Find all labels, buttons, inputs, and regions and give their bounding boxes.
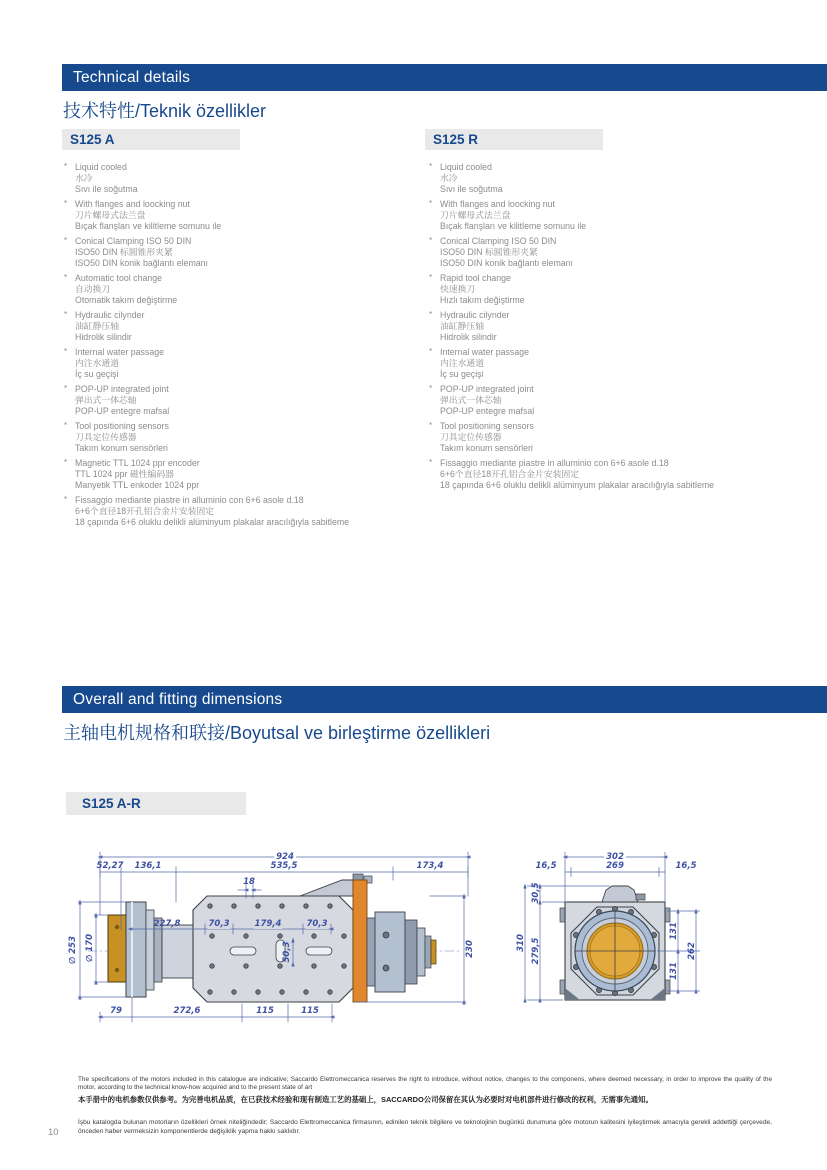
dim-dia-253: ∅ 253 — [68, 936, 78, 964]
dim-279-5: 279,5 — [531, 937, 541, 965]
feature-tr: ISO50 DIN konik bağlantı elemanı — [75, 258, 209, 268]
spindle-nose — [108, 915, 126, 982]
feature-en: Tool positioning sensors — [440, 421, 534, 431]
feature-item — [62, 421, 418, 454]
feature-tr: Manyetik TTL enkoder 1024 ppr — [75, 480, 200, 490]
bullet-icon: * — [64, 236, 68, 245]
feature-zh: 弹出式一体芯轴 — [75, 395, 137, 405]
feature-zh: 弹出式一体芯轴 — [440, 395, 502, 405]
dim-70-3-a: 70,3 — [208, 919, 230, 929]
section-subtitle-multilang: 技术特性/Teknik özellikler — [63, 101, 267, 121]
feature-item — [427, 458, 783, 491]
section-title: Technical details — [73, 68, 191, 86]
dim-52-27: 52,27 — [96, 861, 124, 871]
feature-en: Magnetic TTL 1024 ppr encoder — [75, 458, 200, 468]
bullet-icon: * — [429, 458, 433, 467]
feature-zh: 6+6个直径18开孔铝合金片安装固定 — [75, 506, 215, 516]
feature-item — [427, 273, 783, 306]
feature-tr: Bıçak flanşları ve kilitleme somunu ile — [440, 221, 587, 231]
feature-tr: Hidrolik silindir — [440, 332, 497, 342]
feature-tr: Hidrolik silindir — [75, 332, 132, 342]
feature-tr: İç su geçişi — [75, 369, 119, 379]
feature-zh: 刀具定位传感器 — [440, 432, 502, 442]
feature-item — [62, 310, 418, 343]
dim-50-3: 50,3 — [282, 941, 292, 963]
disclaimer-chinese: 本手册中的电机参数仅供参考。为完善电机品质，在已获技术经验和现有制造工艺的基础上，SACCARDO公司保留在其认为必要时对电机部件进行修改的权利，无需事先通知。 — [78, 1095, 653, 1104]
disclaimer-turkish: İşbu katalogda bulunan motorların özellikleri örnek niteliğindedir; Saccardo Elettromeccanica firmasının, edinilen teknik bilgilere ve teknolojinin bugünkü durumuna göre motorun kalitesini iyileştirmek amacıyla gerekli addettiği çerçevede, önceden haber vermeksizin komponentlerde değişiklik yapma hakkı saklıdır. — [78, 1119, 772, 1135]
feature-zh: 刀具定位传感器 — [75, 432, 137, 442]
feature-en: Rapid tool change — [440, 273, 511, 283]
feature-item — [62, 273, 418, 306]
dim-131-t: 131 — [669, 922, 679, 940]
dim-30-5: 30,5 — [531, 882, 541, 904]
feature-item — [62, 162, 418, 195]
feature-tr: Bıçak flanşları ve kilitleme somunu ile — [75, 221, 222, 231]
feature-zh: 水冷 — [440, 173, 458, 183]
feature-en: POP-UP integrated joint — [440, 384, 534, 394]
feature-en: Fissaggio mediante piastre in alluminio con 6+6 asole d.18 — [75, 495, 304, 505]
feature-item — [427, 384, 783, 417]
feature-item — [427, 162, 783, 195]
feature-en: Conical Clamping ISO 50 DIN — [440, 236, 557, 246]
feature-en: Liquid cooled — [440, 162, 492, 172]
feature-item — [62, 384, 418, 417]
feature-tr: POP-UP entegre mafsal — [75, 406, 170, 416]
feature-en: Conical Clamping ISO 50 DIN — [75, 236, 192, 246]
feature-item — [427, 421, 783, 454]
spindle-shaft — [162, 925, 193, 978]
feature-zh: 内注水通道 — [440, 358, 484, 368]
feature-item — [62, 495, 418, 528]
feature-zh: 6+6个直径18开孔铝合金片安装固定 — [440, 469, 580, 479]
feature-en: Automatic tool change — [75, 273, 163, 283]
model-label-s125a — [62, 129, 240, 150]
feature-zh: 自动换刀 — [75, 284, 111, 294]
feature-en: Internal water passage — [75, 347, 164, 357]
dim-310: 310 — [516, 934, 526, 952]
model-label-text: S125 A — [70, 132, 115, 147]
feature-zh: 内注水通道 — [75, 358, 119, 368]
bullet-icon: * — [429, 421, 433, 430]
disclaimer-english: The specifications of the motors included in this catalogue are indicative; Saccardo Elettromeccanica reserves the right to introduce, without notice, changes to the componens, where deemed necessary, in order to improve the quality of the motor, according to the technical know-how acquired and to the present state of art — [78, 1076, 772, 1092]
feature-tr: İç su geçişi — [440, 369, 484, 379]
section-header-dimensions — [62, 686, 827, 713]
side-view-drawing — [78, 852, 468, 1022]
bullet-icon: * — [64, 310, 68, 319]
feature-en: Liquid cooled — [75, 162, 127, 172]
bullet-icon: * — [64, 347, 68, 356]
page-number: 10 — [48, 1127, 59, 1138]
dim-dia-170: ∅ 170 — [85, 934, 95, 962]
feature-en: Fissaggio mediante piastre in alluminio con 6+6 asole d.18 — [440, 458, 669, 468]
bullet-icon: * — [429, 162, 433, 171]
feature-zh: 水冷 — [75, 173, 93, 183]
feature-tr: POP-UP entegre mafsal — [440, 406, 535, 416]
feature-tr: Otomatik takım değiştirme — [75, 295, 178, 305]
technical-drawings — [60, 840, 780, 1045]
dim-70-3-b: 70,3 — [306, 919, 328, 929]
spindle-flange-disc — [126, 902, 162, 997]
feature-en: Internal water passage — [440, 347, 529, 357]
feature-tr: ISO50 DIN konik bağlantı elemanı — [440, 258, 574, 268]
bullet-icon: * — [64, 384, 68, 393]
feature-en: With flanges and loocking nut — [440, 199, 555, 209]
feature-zh: ISO50 DIN 标圆锥形夹紧 — [75, 247, 173, 257]
feature-tr: Takım konum sensörleri — [440, 443, 533, 453]
dim-269: 269 — [606, 861, 624, 871]
dim-230: 230 — [465, 940, 475, 958]
feature-item — [62, 199, 418, 232]
bullet-icon: * — [429, 310, 433, 319]
dim-924: 924 — [276, 852, 294, 862]
feature-en: With flanges and loocking nut — [75, 199, 190, 209]
dim-18: 18 — [243, 877, 255, 887]
feature-tr: 18 çapında 6+6 oluklu delikli alüminyum plakalar aracılığıyla sabitleme — [440, 480, 715, 490]
bullet-icon: * — [64, 421, 68, 430]
feature-zh: 油缸静压轴 — [75, 321, 119, 331]
dim-16-5-r: 16,5 — [675, 861, 697, 871]
spindle-bore-front — [575, 911, 655, 991]
feature-tr: Sıvı ile soğutma — [75, 184, 138, 194]
feature-zh: 快速换刀 — [440, 284, 476, 294]
feature-en: Hydraulic cilynder — [440, 310, 510, 320]
feature-tr: Takım konum sensörleri — [75, 443, 168, 453]
feature-zh: 刀片螺母式法兰盘 — [440, 210, 511, 220]
dim-262: 262 — [687, 942, 697, 960]
feature-tr: Hızlı takım değiştirme — [440, 295, 525, 305]
bullet-icon: * — [64, 495, 68, 504]
dim-16-5-l: 16,5 — [535, 861, 557, 871]
feature-en: Hydraulic cilynder — [75, 310, 145, 320]
feature-item — [427, 199, 783, 232]
model-label-s125ar — [66, 792, 246, 815]
dim-115-a: 115 — [256, 1006, 274, 1016]
bullet-icon: * — [429, 273, 433, 282]
bullet-icon: * — [64, 162, 68, 171]
bullet-icon: * — [429, 236, 433, 245]
bullet-icon: * — [64, 458, 68, 467]
feature-item — [62, 347, 418, 380]
bullet-icon: * — [429, 347, 433, 356]
feature-tr: 18 çapında 6+6 oluklu delikli alüminyum plakalar aracılığıyla sabitleme — [75, 517, 350, 527]
feature-item — [427, 347, 783, 380]
section-title: Overall and fitting dimensions — [73, 690, 283, 708]
feature-item — [62, 458, 418, 491]
housing-orange-band — [353, 880, 367, 1002]
feature-en: POP-UP integrated joint — [75, 384, 169, 394]
feature-column-s125a — [62, 162, 418, 532]
model-label-text: S125 R — [433, 132, 479, 147]
dim-535-5: 535,5 — [270, 861, 298, 871]
dim-227-8: 227,8 — [153, 919, 181, 929]
bullet-icon: * — [429, 199, 433, 208]
dim-302: 302 — [606, 852, 624, 862]
dim-136-1: 136,1 — [134, 861, 162, 871]
feature-column-s125r — [427, 162, 783, 495]
model-label-s125r — [425, 129, 603, 150]
feature-en: Tool positioning sensors — [75, 421, 169, 431]
model-label-text: S125 A-R — [82, 796, 141, 811]
bullet-icon: * — [64, 273, 68, 282]
motor-housing — [193, 874, 372, 1002]
dim-173-4: 173,4 — [416, 861, 444, 871]
dim-79: 79 — [110, 1006, 122, 1016]
feature-item — [427, 236, 783, 269]
bullet-icon: * — [429, 384, 433, 393]
feature-zh: ISO50 DIN 标圆锥形夹紧 — [440, 247, 538, 257]
rear-cylinder-assembly — [367, 912, 436, 992]
dim-272-6: 272,6 — [173, 1006, 201, 1016]
feature-tr: Sıvı ile soğutma — [440, 184, 503, 194]
feature-item — [427, 310, 783, 343]
dim-179-4: 179,4 — [254, 919, 282, 929]
section-header-technical-details — [62, 64, 827, 91]
dim-131-b: 131 — [669, 962, 679, 980]
feature-zh: TTL 1024 ppr 磁性编码器 — [75, 469, 174, 479]
dim-115-b: 115 — [301, 1006, 319, 1016]
feature-zh: 刀片螺母式法兰盘 — [75, 210, 146, 220]
section-subtitle-multilang: 主轴电机规格和联接/Boyutsal ve birleştirme özellikleri — [63, 723, 491, 743]
feature-zh: 油缸静压轴 — [440, 321, 484, 331]
feature-item — [62, 236, 418, 269]
bullet-icon: * — [64, 199, 68, 208]
